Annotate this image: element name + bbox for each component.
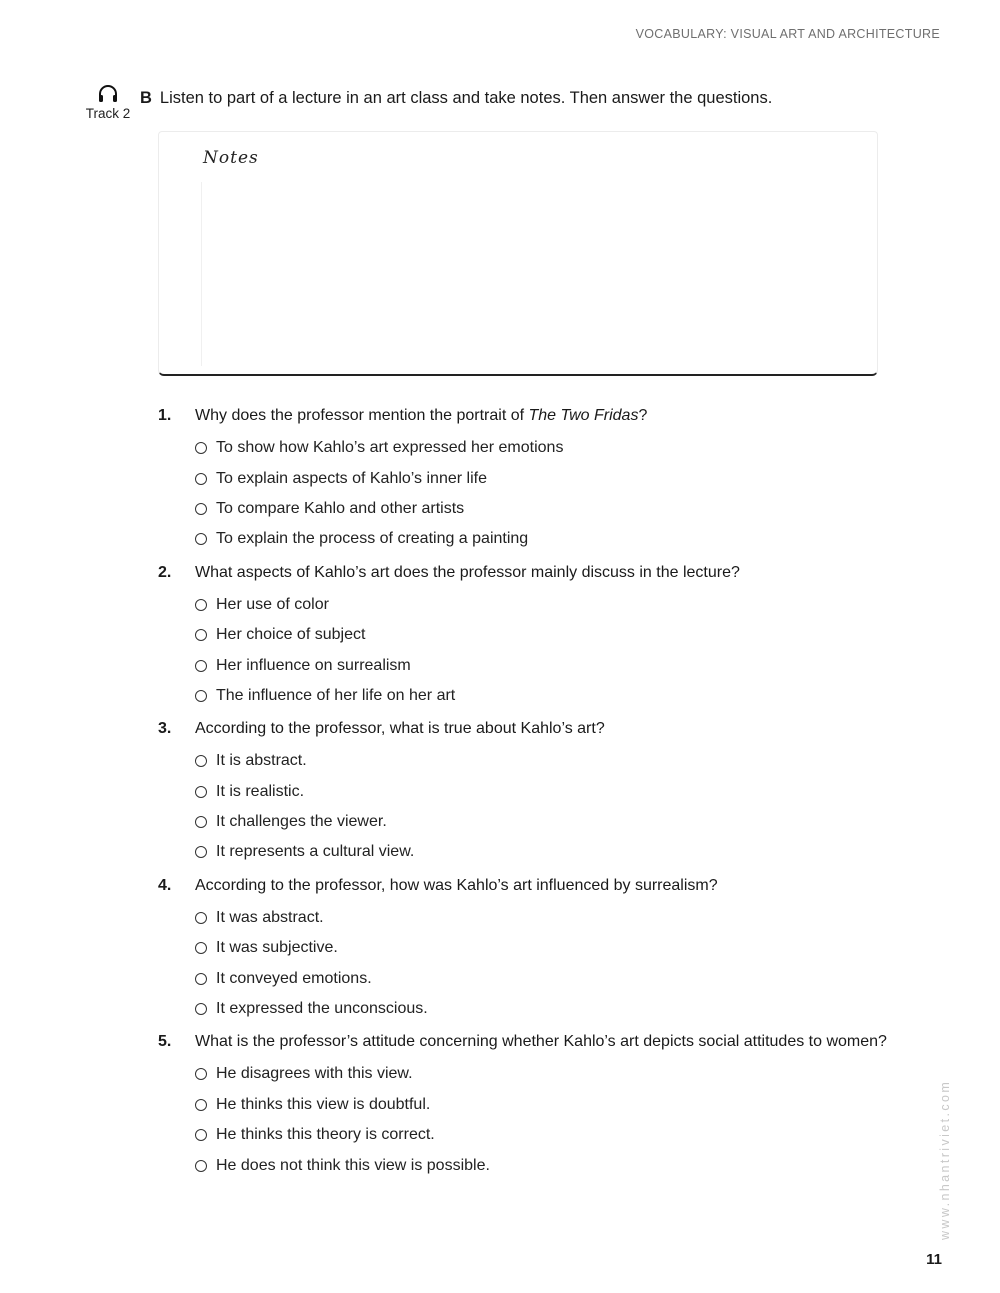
answer-option[interactable] (195, 1090, 918, 1120)
option-label: To explain aspects of Kahlo’s inner life (216, 469, 487, 487)
answer-option[interactable] (195, 746, 918, 776)
question-text: What aspects of Kahlo’s art does the professor mainly discuss in the lecture? (195, 563, 740, 581)
question-text: What is the professor’s attitude concerning whether Kahlo’s art depicts social attitudes to women? (195, 1033, 887, 1051)
radio-button[interactable] (195, 690, 207, 702)
radio-button[interactable] (195, 1099, 207, 1111)
radio-button[interactable] (195, 816, 207, 828)
option-label: It was subjective. (216, 939, 338, 957)
question-number: 1. (158, 407, 172, 424)
answer-option[interactable] (195, 777, 918, 807)
option-label: To compare Kahlo and other artists (216, 499, 465, 517)
answer-option[interactable] (195, 463, 918, 493)
answer-option[interactable] (195, 620, 918, 650)
radio-button[interactable] (195, 1003, 207, 1015)
option-label: To show how Kahlo’s art expressed her emotions (216, 439, 564, 457)
headphones-icon (97, 84, 119, 104)
answer-option[interactable] (195, 994, 918, 1024)
answer-option[interactable] (195, 1120, 918, 1150)
option-label: It represents a cultural view. (216, 843, 415, 861)
radio-button[interactable] (195, 942, 207, 954)
radio-button[interactable] (195, 473, 207, 485)
option-label: The influence of her life on her art (216, 686, 456, 704)
page-number: 11 (926, 1251, 942, 1268)
running-head: VOCABULARY: VISUAL ART AND ARCHITECTURE (635, 27, 940, 41)
question-number: 4. (158, 876, 172, 894)
instruction (140, 89, 772, 108)
option-label: It challenges the viewer. (216, 813, 387, 831)
question-5 (158, 1033, 918, 1181)
question-text: Why does the professor mention the portrait of The Two Fridas? (195, 407, 648, 424)
radio-button[interactable] (195, 912, 207, 924)
answer-option[interactable] (195, 650, 918, 680)
answer-option[interactable] (195, 1150, 918, 1180)
option-label: Her influence on surrealism (216, 656, 411, 674)
answer-option[interactable] (195, 681, 918, 711)
answer-option[interactable] (195, 433, 918, 463)
option-label: It is realistic. (216, 782, 305, 800)
option-label: It was abstract. (216, 908, 324, 926)
radio-button[interactable] (195, 442, 207, 454)
painting-title: The Two Fridas (528, 407, 639, 424)
question-number: 2. (158, 563, 172, 581)
option-label: He thinks this theory is correct. (216, 1126, 435, 1144)
track-label: Track 2 (85, 106, 131, 121)
answer-option[interactable] (195, 494, 918, 524)
option-label: He thinks this view is doubtful. (216, 1095, 431, 1113)
radio-button[interactable] (195, 1160, 207, 1172)
radio-button[interactable] (195, 1129, 207, 1141)
option-label: He disagrees with this view. (216, 1065, 413, 1083)
answer-option[interactable] (195, 903, 918, 933)
radio-button[interactable] (195, 1068, 207, 1080)
radio-button[interactable] (195, 755, 207, 767)
answer-option[interactable] (195, 933, 918, 963)
radio-button[interactable] (195, 503, 207, 515)
option-label: Her choice of subject (216, 626, 366, 644)
option-label: It expressed the unconscious. (216, 1000, 428, 1018)
question-3 (158, 720, 918, 868)
radio-button[interactable] (195, 786, 207, 798)
question-number: 3. (158, 720, 172, 738)
instruction-text: Listen to part of a lecture in an art class and take notes. Then answer the questions. (159, 89, 773, 107)
radio-button[interactable] (195, 599, 207, 611)
option-label: It is abstract. (216, 752, 307, 770)
notes-box[interactable] (158, 131, 878, 376)
exercise-letter: B (140, 89, 152, 107)
notes-title: Notes (203, 148, 259, 168)
question-list (158, 407, 918, 1190)
radio-button[interactable] (195, 846, 207, 858)
watermark: www.nhantriviet.com (938, 1079, 952, 1240)
option-label: To explain the process of creating a painting (216, 530, 529, 548)
radio-button[interactable] (195, 533, 207, 545)
answer-option[interactable] (195, 524, 918, 554)
question-text: According to the professor, how was Kahlo’s art influenced by surrealism? (195, 876, 718, 894)
option-label: He does not think this view is possible. (216, 1156, 490, 1174)
option-label: It conveyed emotions. (216, 969, 372, 987)
question-number: 5. (158, 1033, 172, 1051)
answer-option[interactable] (195, 963, 918, 993)
option-label: Her use of color (216, 595, 329, 613)
question-text: According to the professor, what is true about Kahlo’s art? (195, 720, 605, 738)
answer-option[interactable] (195, 837, 918, 867)
question-1 (158, 407, 918, 555)
answer-option[interactable] (195, 1059, 918, 1089)
radio-button[interactable] (195, 660, 207, 672)
answer-option[interactable] (195, 590, 918, 620)
question-2 (158, 564, 918, 712)
radio-button[interactable] (195, 629, 207, 641)
radio-button[interactable] (195, 973, 207, 985)
audio-track[interactable] (82, 84, 134, 121)
answer-option[interactable] (195, 807, 918, 837)
question-4 (158, 877, 918, 1025)
